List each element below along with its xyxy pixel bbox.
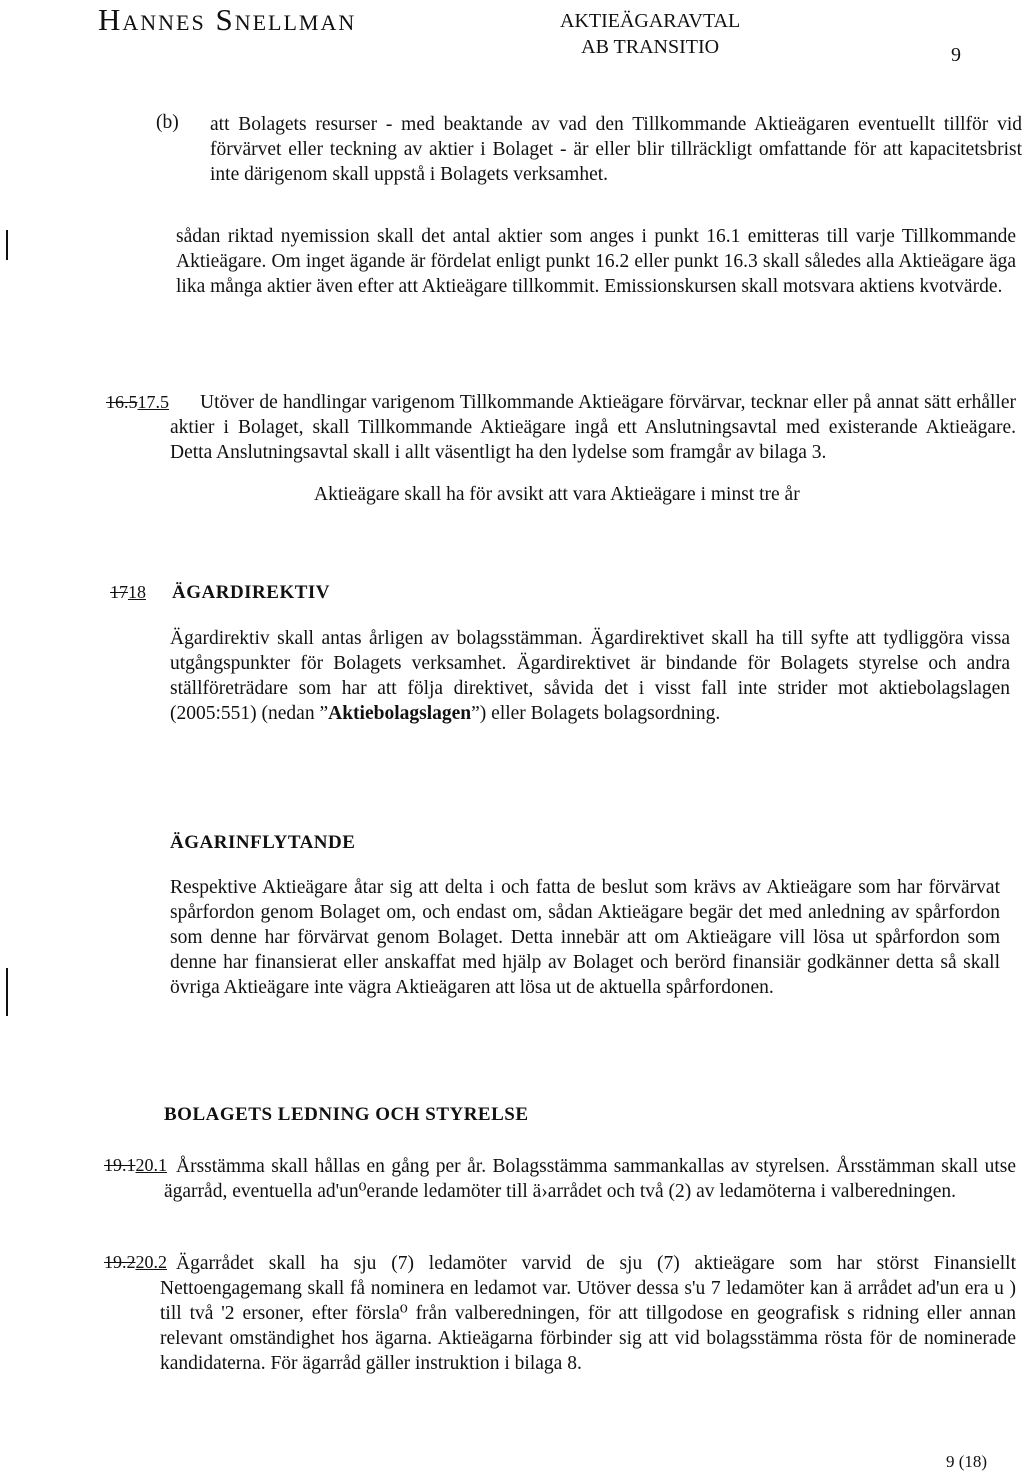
old-clause-20-1-number: 19.1 xyxy=(104,1155,136,1175)
section-18-text-part2: ”) eller Bolagets bolagsordning. xyxy=(471,703,721,724)
item-b-text: att Bolagets resurser - med beaktande av vad den Tillkommande Aktieägaren eventuellt tillför vid förvärvet eller teckning av aktier i Bolaget - är eller blir tillräckligt omfattande för att kapacitetsbrist inte därigenom skall uppstå i Bolagets verksamhet. xyxy=(210,114,1022,185)
new-section-number: 18 xyxy=(128,582,146,602)
intent-line: Aktieägare skall ha för avsikt att vara Aktieägare i minst tre år xyxy=(314,484,800,505)
section-18-heading: ÄGARDIREKTIV xyxy=(172,582,331,603)
page-number: 9 xyxy=(951,44,961,66)
new-clause-number: 17.5 xyxy=(137,392,169,412)
section-18-number xyxy=(110,582,146,603)
revision-bar-2 xyxy=(6,968,8,1016)
company-name: AB TRANSITIO xyxy=(581,36,720,58)
defined-term-aktiebolagslagen: Aktiebolagslagen xyxy=(328,703,472,724)
emission-paragraph: sådan riktad nyemission skall det antal aktier som anges i punkt 16.1 emitteras till varje Tillkommande Aktieägare. Om inget ägande är fördelat enligt punkt 16.2 eller punkt 16.3 skall således alla Aktieägare äga lika många aktier även efter att Aktieägare tillkommit. Emissionskursen skall motsvara aktiens kvotvärde. xyxy=(176,226,1016,297)
clause-20-2-number xyxy=(104,1252,167,1273)
new-clause-20-2-number: 20.2 xyxy=(135,1252,167,1272)
management-heading: BOLAGETS LEDNING OCH STYRELSE xyxy=(164,1104,529,1125)
section-18-text xyxy=(170,626,1010,726)
influence-text: Respektive Aktieägare åtar sig att delta i och fatta de beslut som krävs av Aktieägare som har förvärvat spårfordon genom Bolaget om, och endast om, sådan Aktieägare begär det med anledning av spårfordon som denne har förvärvat genom Bolaget. Detta innebär att om Aktieägare vill lösa ut spårfordon som denne har finansierat eller anskaffat med hjälp av Bolaget och berörd finansiär godkänner detta så skall övriga Aktieägare inte vägra Aktieägaren att lösa ut de aktuella spårfordonen. xyxy=(170,877,1000,998)
item-b-label: (b) xyxy=(156,112,179,133)
footer-page-count: 9 (18) xyxy=(946,1452,988,1471)
clause-20-1-text: Årsstämma skall hållas en gång per år. Bolagsstämma sammankallas av styrelsen. Årsstämman skall utse ägarråd, eventuella ad'un⁰erande ledamöter till ä›arrådet och två (2) av ledamöterna i valberedningen. xyxy=(164,1156,1016,1202)
clause-17-5-text: Utöver de handlingar varigenom Tillkommande Aktieägare förvärvar, tecknar eller på annat sätt erhåller aktier i Bolaget, skall Tillkommande Aktieägare ingå ett Anslutningsavtal med existerande Aktieägare. Detta Anslutningsavtal skall i allt väsentligt ha den lydelse som framgår av bilaga 3. xyxy=(170,392,1016,463)
influence-heading: ÄGARINFLYTANDE xyxy=(170,832,356,853)
new-clause-20-1-number: 20.1 xyxy=(135,1155,167,1175)
clause-20-1-number xyxy=(104,1155,167,1176)
revision-bar xyxy=(6,230,8,260)
old-clause-number: 16.5 xyxy=(106,392,138,412)
clause-17-5-number xyxy=(106,392,169,413)
old-section-number: 17 xyxy=(110,582,128,602)
clause-20-2-text: Ägarrådet skall ha sju (7) ledamöter varvid de sju (7) aktieägare som har störst Finansiellt Nettoengagemang skall få nominera en ledamot var. Utöver dessa s'u 7 ledamöter kan ä arrådet ad'un era u ) till två '2 ersoner, efter försla⁰ från valberedningen, för att tillgodose en geografisk s ridning eller annan relevant omständighet hos ägarna. Aktieägarna förbinder sig att vid bolagsstämma rösta för de nominerade kandidaterna. För ägarråd gäller instruktion i bilaga 8. xyxy=(160,1253,1016,1374)
firm-logo: Hannes Snellman xyxy=(98,2,357,37)
document-header xyxy=(560,8,740,60)
section-18-text-part1: Ägardirektiv skall antas årligen av bolagsstämman. Ägardirektivet skall ha till syfte att tydliggöra vissa utgångspunkter för Bolagets verksamhet. Ägardirektivet är bindande för Bolagets styrelse och andra ställföreträdare som har att följa direktivet, såvida det i visst fall inte strider mot aktiebolagslagen (2005:551) (nedan ” xyxy=(170,628,1010,724)
document-title: AKTIEÄGARAVTAL xyxy=(560,10,741,32)
old-clause-20-2-number: 19.2 xyxy=(104,1252,136,1272)
